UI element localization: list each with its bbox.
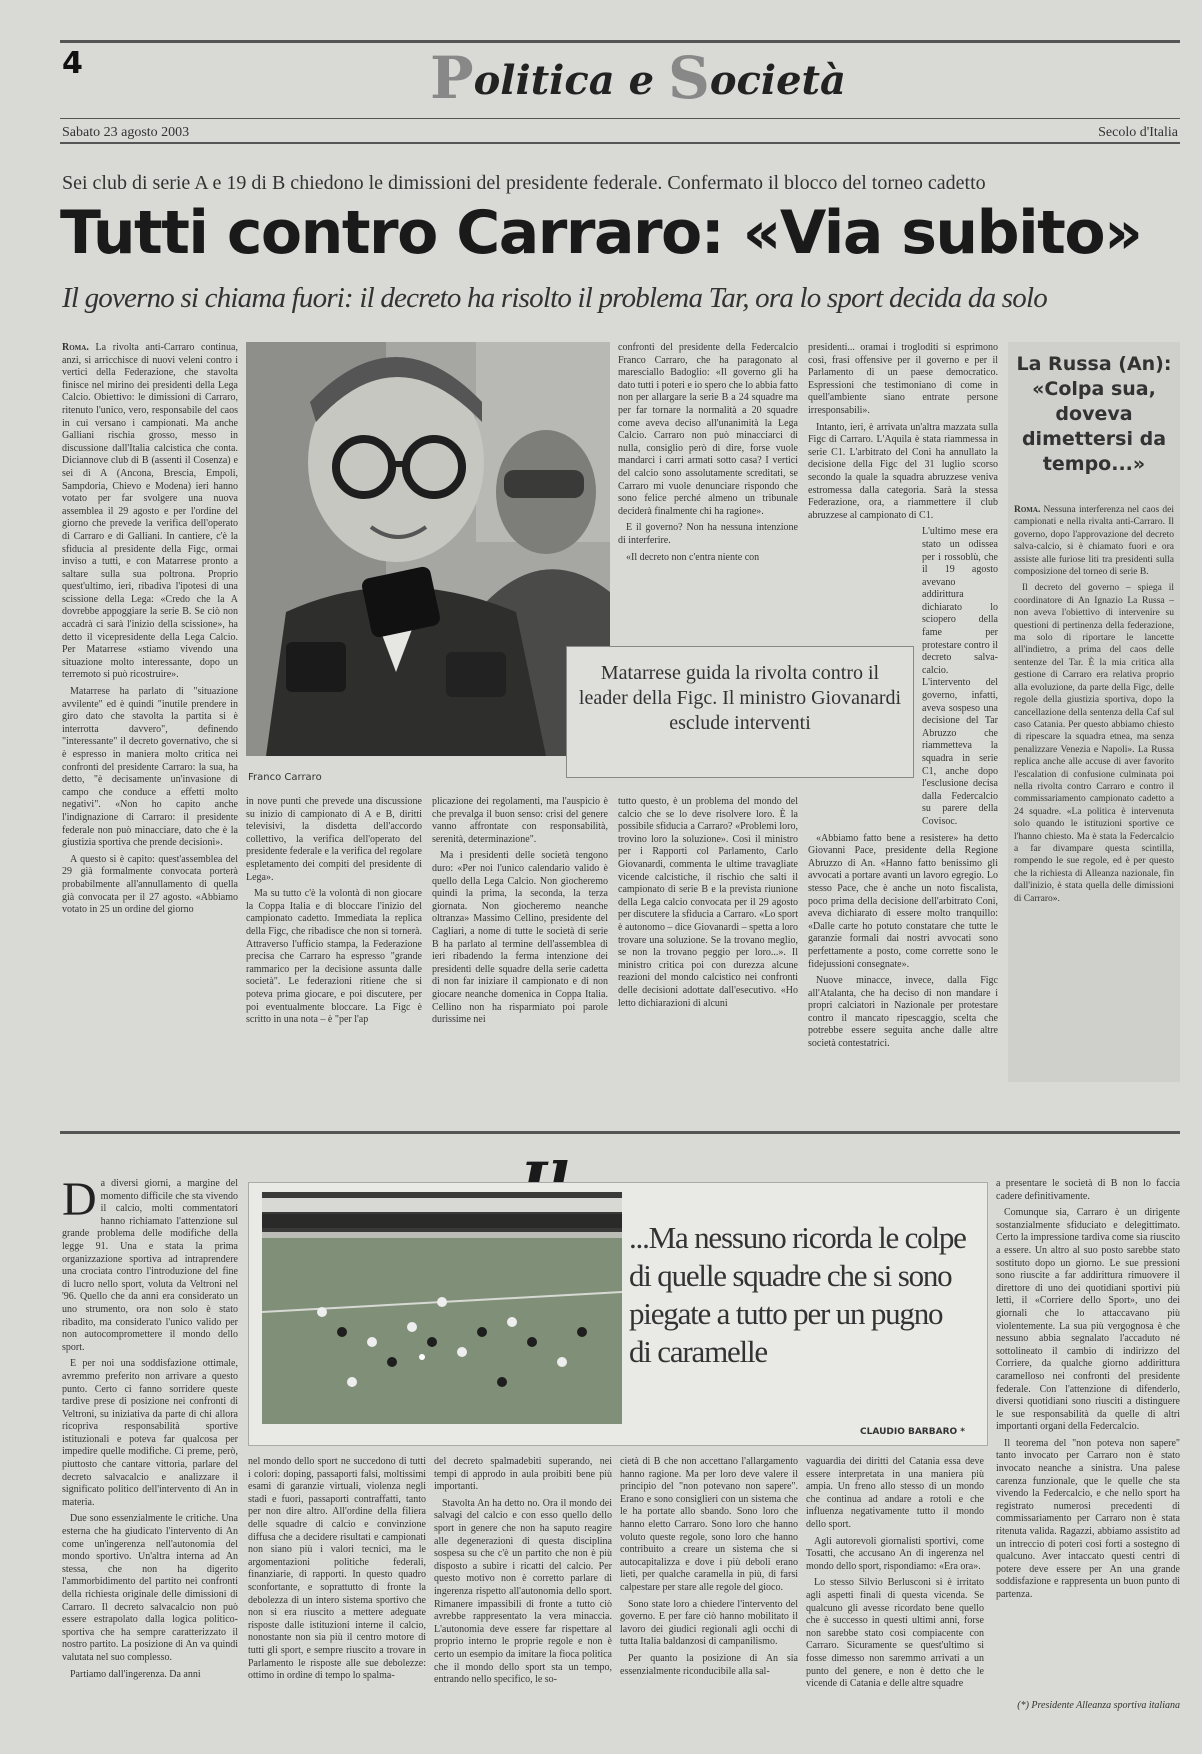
article-paragraph xyxy=(62,342,238,682)
article-paragraph: «Abbiamo fatto bene a resistere» ha detto Giovanni Pace, presidente della Regione Abruzzo di An. «Hanno fatto benissimo gli avvocati a portare avanti un lavoro egregio. Lo stesso Pace, che è anche un noto fiscalista, poco prima della decisione dell'arbitrato Coni, aveva dichiarato di essere molto tranquillo: «Dalle carte ho potuto constatare che tutte le garanzie formali dai nostri avvocati sono perfettamente a posto, come corrette sono le fidejussioni consegnate». xyxy=(808,832,998,970)
editorial-paragraph: E per noi una soddisfazione ottimale, avremmo preferito non arrivare a questo punto. Certo ci fanno sorridere queste tardive prese di posizione nei confronti di Veltroni, su iniziativa da parte di chi allora ricopriva responsabilità sportive istituzionali e poteva far qualcosa per impedire quelle modifiche. Ci preme, però, piuttosto che cantare vittoria, parlare del decreto salvacalcio e analizzare il significato politico dell'intervento di An in materia. xyxy=(62,1358,238,1508)
editorial-paragraph: Due sono essenzialmente le critiche. Una esterna che ha giudicato l'intervento di An come un'ingerenza nell'autonomia del mondo sportivo. Un'altra interna ad An stessa, che non ha digerito l'ammorbidimento del partito nei confronti della richiesta originale delle dimissioni di Carraro. Il decreto salvacalcio non può essere estrapolato dalla logica politico-sportiva che ha sempre caratterizzato il nostro partito. La posizione di An va quindi valutata nel suo complesso. xyxy=(62,1513,238,1663)
editorial-column-2 xyxy=(248,1456,426,1732)
article-paragraph: Ma i presidenti delle società tengono duro: «Per noi l'unico calendario valido è quello della Lega Calcio. Non giocheremo quindi la prima, la seconda, la terza giornata. Non giocheremo neanche oltranza» Massimo Cellino, presidente del Cagliari, a nome di tutte le società di serie B ha parlato al termine dell'assemblea di ieri ribadendo la ferma intenzione dei presidenti delle squadre della serie cadetta di non far iniziare il campionato e di non giocare neanche domenica in Coppa Italia. Cellino non ha risparmiato poi parole durissime nei xyxy=(432,850,608,1026)
header-rule-bottom xyxy=(60,142,1180,144)
editorial-pullquote: ...Ma nessuno ricorda le colpe di quelle squadre che si sono piegate a tutto per un pugno di caramelle xyxy=(629,1220,966,1369)
header-rule-top xyxy=(60,118,1180,119)
article-paragraph: tutto questo, è un problema del mondo del calcio che se lo deve risolvere loro. È la possibile sfiducia a Carraro? «Problemi loro, trovino loro la soluzione». Così il ministro per i Rapporti col Parlamento, Carlo Giovanardi, commenta le ultime travagliate vicende calcistiche, il rischio che salti il campionato di serie B e la prevista riunione della Lega calcio convocata per il 29 agosto per discutere la sfiducia a Carraro. «Lo sport è autonomo – dice Giovanardi – spetta a loro trovare una soluzione. Se la trovano meglio, se non la trovano peggio per loro...». Il ministro critica poi con durezza alcune reazioni del mondo calcistico nei confronti delle decisioni adottate dall'esecutivo. «Ho letto dichiarazioni di alcuni xyxy=(618,796,798,1009)
editorial-column-3 xyxy=(434,1456,612,1732)
section-divider xyxy=(60,1131,1180,1134)
article-column-1 xyxy=(62,342,238,1052)
article-paragraph: in nove punti che prevede una discussione su inizio di campionato di A e B, diritti televisivi, la disdetta dell'accordo collettivo, la verifica dell'operato del presidente federale e la verifica del regolare espletamento dei compiti del presidente di Lega». xyxy=(246,796,422,883)
article-paragraph: Matarrese ha parlato di "situazione avvilente" ed è quindi "inutile prendere in giro dato che stavolta la partita si è interrotta davvero", definendo "interessante" il decreto governativo, che si è espresso in maniera molto critica nei confronti del presidente Carraro: la sua, ha detto, "è decisamente un'invasione di campo che conduce a effetti molto negativi". «Non ho capito anche l'indignazione di Carraro: il presidente federale non può minacciare, dato che è la giustizia sportiva che prende decisioni». xyxy=(62,686,238,849)
editorial-column-4 xyxy=(620,1456,798,1732)
article-paragraph: Nuove minacce, invece, dalla Figc all'Atalanta, che ha deciso di non mandare i propri calciatori in Nazionale per protestare contro il mancato ripescaggio, scelta che potrebbe essere seguita anche dalle altre società contestatrici. xyxy=(808,975,998,1050)
newspaper-name: Secolo d'Italia xyxy=(1098,125,1178,140)
article-paragraph: confronti del presidente della Federcalcio Franco Carraro, che ha paragonato al maresciallo Badoglio: «Il governo gli ha dato tutti i poteri e io spero che lo abbia fatto non per allargare la serie B a 24 squadre ma per far tornare la normalità a 20 squadre come aveva deciso all'unanimità la Lega Calcio. Carraro non può minacciarci di nulla, consiglio però di dire, forse vuole mandarci i carri armati sotto casa? I vertici del calcio sono assolutamente screditati, se Carraro mi vuole denunciare rispondo che sono felice perché almeno un tribunale deciderà finalmente chi ha ragione». xyxy=(618,342,798,517)
article-paragraph: L'ultimo mese era stato un odissea per i rossoblù, che il 19 agosto avevano addirittura dichiarato lo sciopero della fame per protestare contro il decreto salva-calcio. L'intervento del governo, infatti, aveva sospeso una decisione del Tar Abruzzo che riammetteva la squadra in serie C1, anche dopo l'esclusione decisa dalla Federcalcio su parere della Covisoc. xyxy=(922,526,998,827)
editorial-paragraph: Comunque sia, Carraro è un dirigente sostanzialmente sfiduciato e delegittimato. Certo la impressione tardiva come sia riuscito a essere. Un altro al suo posto sarebbe stato sostituto dopo un giorno. Le sue pressioni sono riuscite a far addirittura rimuovere il direttore di uno dei quotidiani sportivi più letti, il «Corriere dello Sport», uno dei giornali che lo attaccavano più violentemente. La sua più vergognosa è che nessuno abbia segnalato l'accaduto né sottolineato il cambio di indirizzo del Corriere, da qualche giorno addirittura caramelloso nei confronti del presidente federale. Con l'attenzione di difenderlo, diversi quotidiani sono riusciti a distinguere le sue responsabilità da quelle di altri importanti organi della Federcalcio. xyxy=(996,1207,1180,1433)
sidebar-paragraph: Il decreto del governo – spiega il coordinatore di An Ignazio La Russa – non aveva l'obiettivo di intervenire su questioni di pertinenza della federazione, ma solo di riportare le lancette all'indietro, a prima del caos delle sentenze del Tar. È la mia critica alla gestione di Carraro era relativa proprio alla evoluzione, da parte della Figc, delle regole della giustizia sportiva, dopo la cancellazione della sentenza della Caf sul caso Catania. Per questo abbiamo chiesto di ripescare la squadra etnea, ma senza penalizzare Venezia e Napoli». La Russa replica anche alle accuse di aver favorito l'escalation di confusione culminata poi nella rivolta contro Carraro e contro il commissariamento campionato cadetto a 24 squadre. «La politica è intervenuta solo quando le istituzioni sportive ce l'hanno chiesto. Ma è stata la Federcalcio a far divampare questa scintilla, rompendo le sue regole, ed è per questo che la richiesta di Alleanza nazionale, fin dall'inizio, è stata quella delle dimissioni di Carraro». xyxy=(1014,583,1174,904)
article-paragraph: E il governo? Non ha nessuna intenzione di interferire. xyxy=(618,522,798,546)
article-column-4 xyxy=(618,342,798,638)
editorial-paragraph: del decreto spalmadebiti superando, nei tempi di approdo in aula proibiti bene più importanti. xyxy=(434,1456,612,1493)
section-initial-p: P xyxy=(430,44,474,112)
editorial-paragraph: nel mondo dello sport ne succedono di tutti i colori: doping, passaporti falsi, moltissimi esami di garanzie virtuali, violenza negli stadi e fuori, passaporti contraffatti, tanto per non dire altro. All'ordine della filiera delle squadre di calcio e convinzione diffusa che a decidere risultati e campionati non siano più i valori tecnici, ma le argomentazioni politiche federali, finanziarie, di rapporti. In questo quadro sconfortante, e soprattutto di fronte la debolezza di un intero sistema sportivo che non si era riuscito a mettere adeguate risposte dalle istituzioni interne il calcio, nonostante non sia più il centro motore di tutti gli sport, e sempre riuscito a trovare in Parlamento le risposte alle sue debolezze: ottimo in ordine di tempo lo spalma- xyxy=(248,1456,426,1682)
top-rule xyxy=(60,40,1180,43)
football-match-graphic xyxy=(262,1192,622,1424)
editorial-paragraph: a presentare le società di B non lo faccia cadere definitivamente. xyxy=(996,1178,1180,1202)
sidebar-title: La Russa (An): «Colpa sua, doveva dimettersi da tempo...» xyxy=(1016,353,1172,475)
editorial-paragraph: Il teorema del "non poteva non sapere" tanto invocato per Carraro non è stato invocato neanche a sinistra. Una palese carenza funzionale, que le quelle che sta vivendo la Federcalcio, e che nello sport ha registrato numerosi precedenti di commissariamento per Carraro non è stata ritenuta valida. Ragazzi, abbiamo assistito ad un intreccio di poteri così forti a sostegno di qualcuno. Aver intaccato questi centri di potere deve essere per An una grande soddisfazione e rappresenta un buon punto di partenza. xyxy=(996,1437,1180,1600)
article-paragraph: Intanto, ieri, è arrivata un'altra mazzata sulla Figc di Carraro. L'Aquila è stata riammessa in serie C1. L'arbitrato del Coni ha annullato la decisione della Figc del 31 luglio scorso secondo la quale la squadra abruzzese veniva estromessa dalla categoria. Sarà la stessa Federazione, ora, a riammettere il club abruzzese al campionato di C1. xyxy=(808,421,998,521)
section-word2: ocietà xyxy=(709,57,846,104)
editorial-paragraph: Per quanto la posizione di An sia essenzialmente riconducibile alla sal- xyxy=(620,1652,798,1677)
article-paragraph: A questo si è capito: quest'assemblea del 29 già formalmente convocata porterà probabilmente all'annullamento di quella già convocata per il 27 agosto. «Abbiamo votato in 25 un ordine del giorno xyxy=(62,853,238,916)
article-column-3 xyxy=(432,796,608,1086)
article-intro: La rivolta anti-Carraro continua, anzi, si arricchisce di nuovi veleni contro i vertici della Federazione, che stavolta finisce nel mirino dei presidenti della Lega Calcio. Obiettivo: le dimissioni di Carraro, ritenuto l'unico, vero, responsabile del caos in cui versano i campionati. Ma anche Galliani rischia grosso, messo in discussione dall'Italia calcistica che conta. Diciannove club di B (assenti il Cosenza) e sei di A (Ancona, Brescia, Empoli, Sampdoria, Chievo e Modena) ieri hanno votato per far svolgere una nuova assemblea il 29 agosto e per l'ordine del giorno che prevede la verifica dell'operato di Carraro e di Galliani. In cantiere, c'è la sfiducia al presidente della Figc, ormai inviso a tutti, e con Matarrese pronto a saltare sulla sua poltrona. Proprio quest'ultimo, ieri, ribadiva l'ipotesi di una scissione della Lega: «Credo che la A dovrebbe appoggiare la serie B. Se ciò non accadrà ci sarà l'inizio della scissione», ha detto il vicepresidente della Lega Calcio. Per Matarrese «stiamo vivendo una situazione molto interessante, dopo un terremoto si può ricostruire». xyxy=(62,342,238,681)
article-pullquote: Matarrese guida la rivolta contro il leader della Figc. Il ministro Giovanardi esclude interventi xyxy=(578,662,902,734)
editorial-paragraph: vaguardia dei diritti del Catania essa deve essere interpretata in una maniera più ampia. Un freno allo stesso di un mondo che continua ad andare a rotoli e che influenza negativamente tutto il mondo dello sport. xyxy=(806,1456,984,1530)
carraro-photo xyxy=(246,342,610,756)
sidebar-box xyxy=(1008,342,1180,1082)
sidebar-paragraph xyxy=(1014,504,1174,578)
section-initial-s: S xyxy=(667,44,710,112)
article-column-5 xyxy=(618,796,798,1086)
editorial-footnote: (*) Presidente Alleanza sportiva italiana xyxy=(1017,1700,1180,1711)
article-paragraph: Ma su tutto c'è la volontà di non giocare la Coppa Italia e di bloccare l'inizio del campionato cadetto. Immediata la replica della Figc, che ribadisce che non si tornerà. Attraverso l'ufficio stampa, la Federazione precisa che Carraro ha espresso "grande rammarico per la decisione assunta dalle società". Le federazioni ritiene che si poteva prima giocare, e poi discutere, per poi eventualmente bloccare. La Figc è scritto in una nota – è "per l'ap xyxy=(246,888,422,1026)
editorial-column-5 xyxy=(806,1456,984,1732)
editorial-column-1 xyxy=(62,1178,238,1730)
article-column-2 xyxy=(246,796,422,1086)
editorial-dropcap: D xyxy=(62,1178,97,1226)
section-title xyxy=(430,44,860,118)
article-kicker: Sei club di serie A e 19 di B chiedono le dimissioni del presidente federale. Confermato il blocco del torneo cadetto xyxy=(62,172,986,194)
page-number: 4 xyxy=(62,46,83,81)
editorial-paragraph: cietà di B che non accettano l'allargamento hanno ragione. Ma per loro deve valere il principio del "non potevano non sapere". Erano e sono consiglieri con un sistema che le ha portate allo sbando. Sono loro che hanno eletto Carraro. Sono loro che hanno voluto queste regole, sono loro che hanno contribuito a creare un sistema che si autocapitalizza e dove i più deboli erano lieti, per qualche caramella in più, di farsi calpestare per stare alle regole del gioco. xyxy=(620,1456,798,1593)
football-match-photo xyxy=(262,1192,622,1424)
editorial-paragraph: Lo stesso Silvio Berlusconi si è irritato agli aspetti finali di questa vicenda. Se qualcuno gli avesse ricordato bene quello che è successo in questi ultimi anni, forse non sarebbe stato così compiacente con Carraro. Sicuramente se quest'ultimo si fosse dimesso non saremmo arrivati a un punto del genere, e non è detto che le vicende di Catania e delle altre squadre xyxy=(806,1577,984,1690)
carraro-photo-graphic xyxy=(246,342,610,756)
sidebar-intro: Nessuna interferenza nel caos dei campionati e nella rivalta anti-Carraro. Il governo, dopo l'approvazione del decreto salva-calcio, si è chiamato fuori e ora assiste alle furiose liti tra presidenti sulla composizione del torneo di serie B. xyxy=(1014,505,1174,578)
editorial-paragraph: Partiamo dall'ingerenza. Da anni xyxy=(70,1668,201,1680)
sidebar-dateline: Roma. xyxy=(1014,505,1041,515)
editorial-intro: a diversi giorni, a margine del momento difficile che sta vivendo il calcio, molti commentatori hanno richiamato l'attenzione sul grande problema delle modifiche della legge 91. Una e stata la prima organizzazione sportiva ad intraprendere una crociata contro l'introduzione del fine di lucro nello sport, voluta da Veltroni nel '96. Quello che da anni era considerato un uno strumento, ora non solo è stato ribadito, ma considerato l'unico valido per non autocompromettere il mondo dello sport. xyxy=(62,1178,238,1353)
editorial-paragraph xyxy=(62,1178,238,1354)
editorial-author: CLAUDIO BARBARO * xyxy=(860,1427,965,1437)
dateline-roma: Roma. xyxy=(62,342,89,353)
article-column-6 xyxy=(808,342,998,1084)
article-headline: Tutti contro Carraro: «Via subito» xyxy=(60,198,1142,268)
editorial-paragraph: Agli autorevoli giornalisti sportivi, come Tosatti, che accusano An di ingerenza nel mondo dello sport, rispondiamo: «Era ora». xyxy=(806,1535,984,1572)
issue-date: Sabato 23 agosto 2003 xyxy=(62,125,190,140)
article-paragraph: «Il decreto non c'entra niente con xyxy=(626,551,760,563)
editorial-column-6 xyxy=(996,1178,1180,1688)
photo-caption: Franco Carraro xyxy=(248,772,322,783)
sidebar-body xyxy=(1014,504,1174,1074)
article-subheadline: Il governo si chiama fuori: il decreto ha risolto il problema Tar, ora lo sport decida da solo xyxy=(62,282,1047,314)
article-paragraph: plicazione dei regolamenti, ma l'auspicio è che prevalga il buon senso: crisi del genere vanno affrontate con responsabilità, serenità, determinazione". xyxy=(432,796,608,845)
editorial-paragraph: Stavolta An ha detto no. Ora il mondo dei salvagi del calcio e con esso quello dello sport in genere che non ha saputo reagire alle degenerazioni di questa disciplina sospesa su che c'è un partito che non è più disposto a subire i ricatti del calcio. Per questo motivo non è corretto parlare di ingerenza rispetto all'autonomia dello sport. Rimanere impassibili di fronte a tutto ciò avrebbe rappresentato la vera minaccia. L'autonomia deve essere far rispettare al proprio interno le proprie regole e non è certo un esempio da imitare la fioca politica che il mondo dello sport sta un tempo, entrando nello specifico, le so- xyxy=(434,1497,612,1686)
section-word1: olitica e xyxy=(473,57,668,104)
editorial-paragraph: Sono state loro a chiedere l'intervento del governo. E per fare ciò hanno mobilitato il lavoro dei giudici regionali agli occhi di tutta Italia baldanzosi di campanilismo. xyxy=(620,1598,798,1648)
article-paragraph: presidenti... oramai i trogloditi si esprimono così, frasi offensive per il governo e per il Parlamento di un paese democratico. Espressioni che testimoniano di come in quell'ambiente siano entrate persone irresponsabili». xyxy=(808,342,998,416)
